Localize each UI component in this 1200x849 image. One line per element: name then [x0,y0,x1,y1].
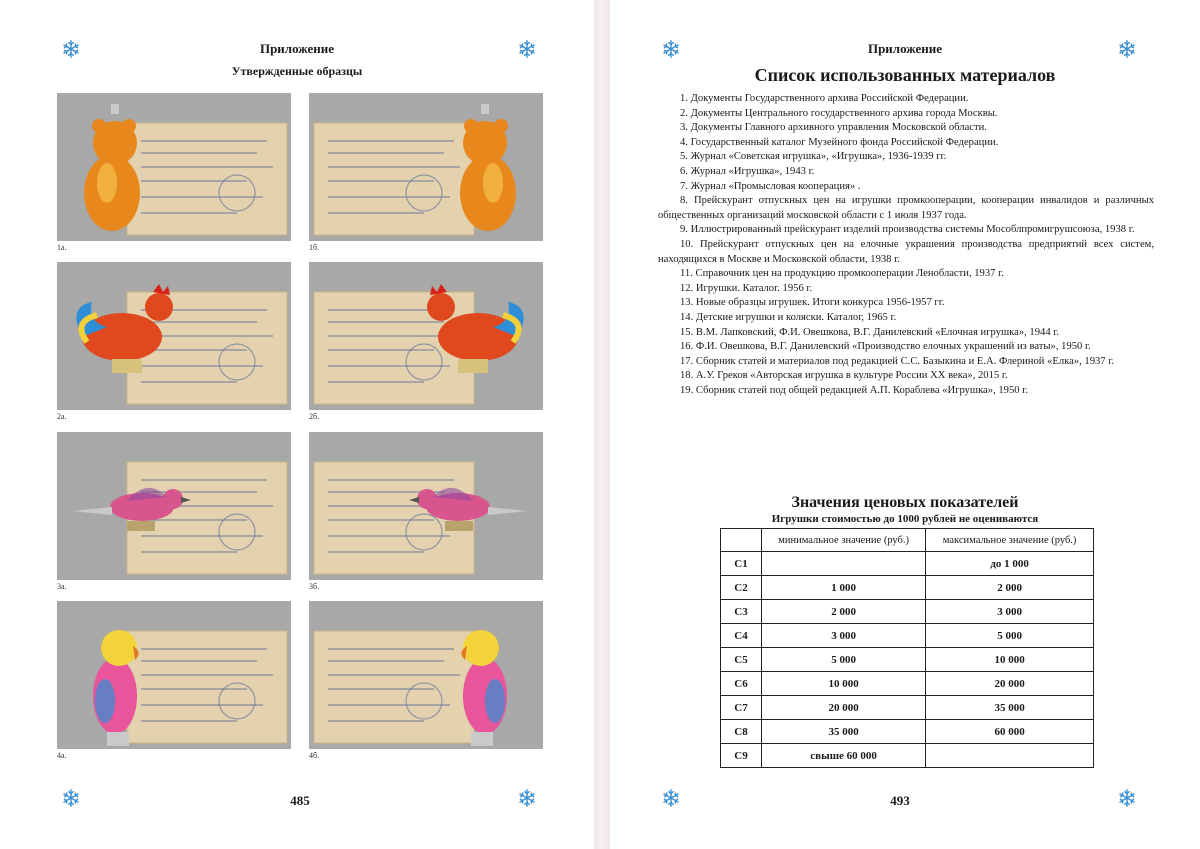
ornament-photo [57,601,291,749]
min-value: 35 000 [762,720,926,744]
photo-caption: 4б. [309,751,320,760]
ornament-photo [309,262,543,410]
ornament-photo [309,601,543,749]
price-row [721,720,1094,744]
price-table-title: Значения ценовых показателей [791,494,1019,511]
max-value: 2 000 [926,576,1094,600]
reference-item: 10. Прейскурант отпускных цен на елочные украшения производства предприятий всех систем, находящихся в Москве и Московской области, 1938 г. [658,238,1154,265]
left-page [0,0,594,849]
reference-item: 19. Сборник статей под общей редакцией А.П. Кораблева «Игрушка», 1950 г. [680,384,1028,396]
ornament-photo-image [309,601,543,749]
price-row [721,552,1094,576]
max-value: 20 000 [926,672,1094,696]
references-list [658,92,1154,398]
ornament-photo-image [57,601,291,749]
ornament-photo-image [57,93,291,241]
page-number: 485 [290,793,310,808]
right-page [610,0,1200,849]
price-code: С5 [721,648,762,672]
references-title: Список использованных материалов [754,65,1056,85]
ornament-photo [57,432,291,580]
price-row [721,672,1094,696]
price-row [721,624,1094,648]
price-row [721,696,1094,720]
ornament-photo-image [309,262,543,410]
min-value: свыше 60 000 [762,744,926,768]
reference-item: 17. Сборник статей и материалов под редакцией С.С. Базыкина и Е.А. Флериной «Елка», 1937 г. [680,355,1115,367]
min-value: 3 000 [762,624,926,648]
reference-item: 9. Иллюстрированный прейскурант изделий производства системы Мособлпромигрушсоюза, 1938 г. [680,224,1135,236]
ornament-photo [57,262,291,410]
book-gutter [594,0,610,849]
min-value: 10 000 [762,672,926,696]
reference-item: 2. Документы Центрального государственного архива города Москвы. [680,107,998,119]
snowflake-icon [662,789,680,807]
price-table [720,528,1094,768]
photo-caption: 2а. [57,412,67,421]
price-code: С9 [721,744,762,768]
price-table-corner [721,529,762,552]
left-page-subtitle: Утвержденные образцы [231,64,363,78]
reference-item: 16. Ф.И. Овешкова, В.Г. Данилевский «Производство елочных украшений из ваты», 1950 г. [680,341,1091,353]
min-value: 2 000 [762,600,926,624]
reference-item: 12. Игрушки. Каталог. 1956 г. [680,282,813,294]
max-value: 60 000 [926,720,1094,744]
max-value: 3 000 [926,600,1094,624]
photo-caption: 1а. [57,243,67,252]
snowflake-icon [518,789,536,807]
price-table-subtitle: Игрушки стоимостью до 1000 рублей не оцениваются [771,513,1039,525]
min-value: 1 000 [762,576,926,600]
max-value: 5 000 [926,624,1094,648]
reference-item: 8. Прейскурант отпускных цен на игрушки промкооперации, кооперации инвалидов и различных общественных организаций московской области с 1 июля 1937 года. [658,195,1154,221]
price-code: С4 [721,624,762,648]
price-row [721,576,1094,600]
photo-caption: 2б. [309,412,320,421]
photo-caption: 3б. [309,582,320,591]
price-code: С8 [721,720,762,744]
max-value: до 1 000 [926,552,1094,576]
max-value: 35 000 [926,696,1094,720]
price-row [721,744,1094,768]
ornament-photo [309,93,543,241]
snowflake-icon [1118,789,1136,807]
price-code: С6 [721,672,762,696]
min-value: 5 000 [762,648,926,672]
price-row [721,648,1094,672]
max-value [926,744,1094,768]
max-value-header: максимальное значение (руб.) [926,529,1094,552]
reference-item: 18. А.У. Греков «Авторская игрушка в культуре России XX века», 2015 г. [680,370,1008,382]
reference-item: 13. Новые образцы игрушек. Итоги конкурса 1956-1957 гг. [680,297,945,309]
ornament-photo-image [309,432,543,580]
photo-caption: 4а. [57,751,67,760]
price-code: С1 [721,552,762,576]
ornament-photo-image [57,262,291,410]
ornament-photo-image [309,93,543,241]
price-code: С2 [721,576,762,600]
reference-item: 7. Журнал «Промысловая кооперация» . [680,180,861,192]
page-number: 493 [890,793,910,808]
min-value-header: минимальное значение (руб.) [762,529,926,552]
photo-caption: 3а. [57,582,67,591]
photo-caption: 1б. [309,243,320,252]
reference-item: 6. Журнал «Игрушка», 1943 г. [680,165,815,177]
reference-item: 5. Журнал «Советская игрушка», «Игрушка», 1936-1939 гг. [680,151,947,163]
min-value: 20 000 [762,696,926,720]
price-row [721,600,1094,624]
ornament-photo [309,432,543,580]
min-value [762,552,926,576]
reference-item: 4. Государственный каталог Музейного фонда Российской Федерации. [680,136,999,148]
reference-item: 1. Документы Государственного архива Российской Федерации. [680,93,969,104]
max-value: 10 000 [926,648,1094,672]
right-page-header: Приложение [867,41,943,56]
reference-item: 3. Документы Главного архивного управления Московской области. [680,122,987,134]
ornament-photo [57,93,291,241]
price-code: С3 [721,600,762,624]
price-code: С7 [721,696,762,720]
reference-item: 15. В.М. Лапковский, Ф.И. Овешкова, В.Г. Данилевский «Елочная игрушка», 1944 г. [680,326,1060,338]
price-table-header-row [721,529,1094,552]
left-page-header: Приложение [259,41,335,56]
ornament-photo-image [57,432,291,580]
snowflake-icon [62,789,80,807]
reference-item: 11. Справочник цен на продукцию промкооперации Ленобласти, 1937 г. [680,268,1004,280]
reference-item: 14. Детские игрушки и коляски. Каталог, 1965 г. [680,311,897,323]
